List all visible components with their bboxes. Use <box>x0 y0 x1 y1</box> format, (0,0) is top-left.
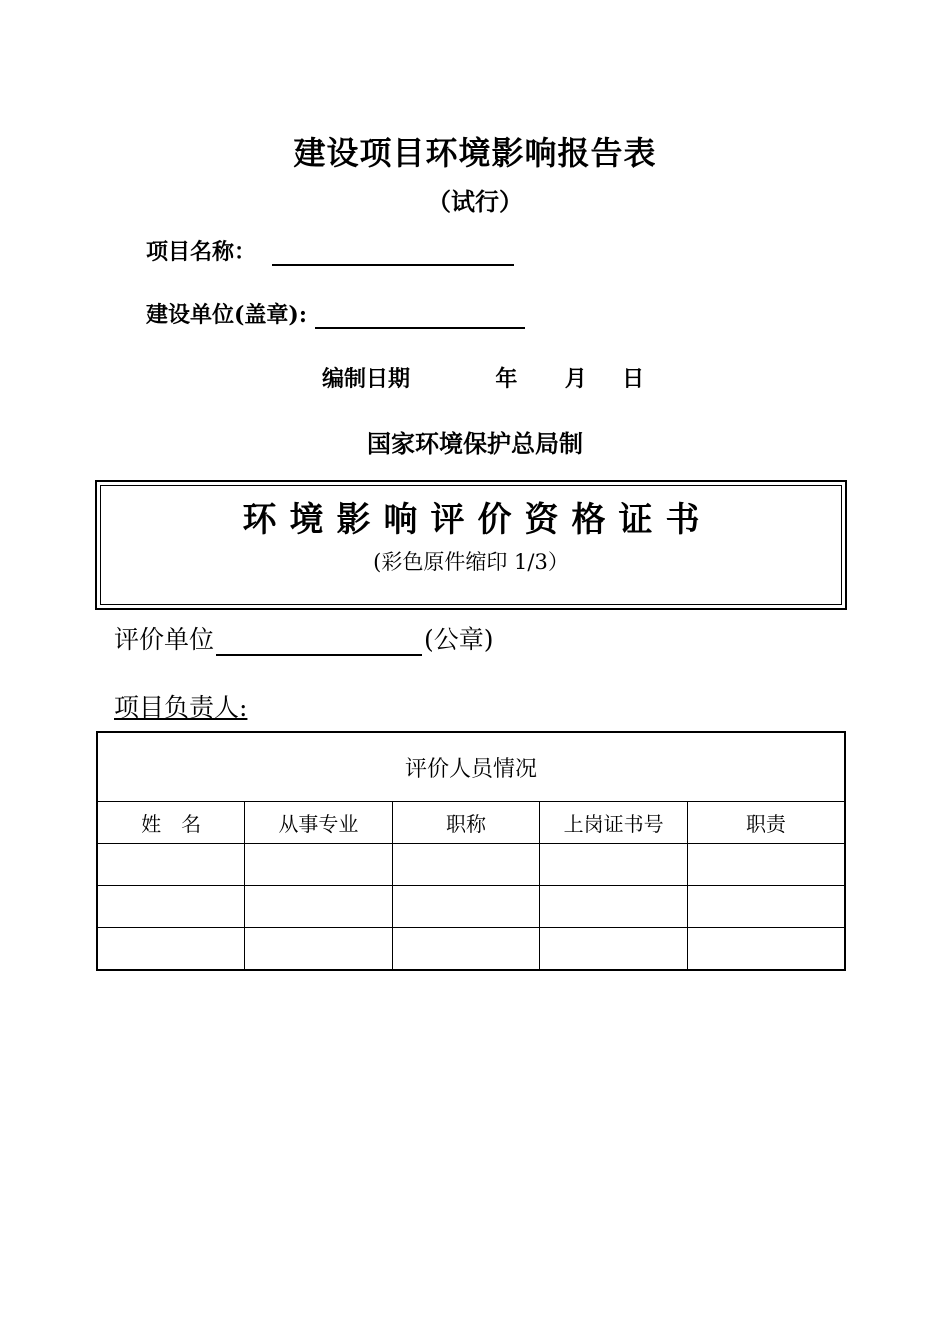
compile-date-row <box>322 362 644 393</box>
header-duty: 职责 <box>687 802 845 844</box>
project-name-row <box>146 235 514 266</box>
eval-unit-row <box>114 620 494 656</box>
staff-table <box>96 731 846 971</box>
eval-unit-blank[interactable] <box>216 626 422 656</box>
table-cell[interactable] <box>687 928 845 971</box>
date-year: 年 <box>495 366 518 392</box>
builder-label: 建设单位(盖章): <box>146 302 307 328</box>
date-day: 日 <box>622 366 645 392</box>
header-cert-number: 上岗证书号 <box>540 802 688 844</box>
table-cell[interactable] <box>540 886 688 928</box>
project-name-blank[interactable] <box>272 242 514 266</box>
table-cell[interactable] <box>687 844 845 886</box>
header-title: 职称 <box>392 802 540 844</box>
table-cell[interactable] <box>245 886 393 928</box>
header-specialty: 从事专业 <box>245 802 393 844</box>
project-leader-label: 项目负责人: <box>114 693 248 722</box>
table-cell[interactable] <box>540 928 688 971</box>
builder-blank[interactable] <box>315 305 525 329</box>
certificate-box <box>95 480 847 610</box>
date-month: 月 <box>564 366 587 392</box>
certificate-note: (彩色原件缩印 1/3） <box>373 550 569 574</box>
staff-table-header-row <box>97 802 845 844</box>
project-name-label: 项目名称： <box>146 239 257 265</box>
eval-unit-label: 评价单位 <box>114 625 215 654</box>
table-cell[interactable] <box>97 928 245 971</box>
table-row <box>97 928 845 971</box>
table-cell[interactable] <box>687 886 845 928</box>
table-row <box>97 886 845 928</box>
table-cell[interactable] <box>392 928 540 971</box>
eval-unit-suffix: (公章) <box>424 625 494 654</box>
table-cell[interactable] <box>392 886 540 928</box>
builder-row <box>146 298 525 329</box>
issuer: 国家环境保护总局制 <box>367 429 583 458</box>
table-row <box>97 844 845 886</box>
table-cell[interactable] <box>392 844 540 886</box>
document-title: 建设项目环境影响报告表 <box>293 134 657 172</box>
staff-table-caption: 评价人员情况 <box>97 732 845 802</box>
certificate-title: 环境影响评价资格证书 <box>242 500 713 540</box>
table-cell[interactable] <box>97 886 245 928</box>
staff-table-caption-row <box>97 732 845 802</box>
table-cell[interactable] <box>245 844 393 886</box>
table-cell[interactable] <box>540 844 688 886</box>
table-cell[interactable] <box>97 844 245 886</box>
document-subtitle: （试行） <box>427 187 523 216</box>
header-name: 姓 名 <box>97 802 245 844</box>
table-cell[interactable] <box>245 928 393 971</box>
date-label: 编制日期 <box>322 366 411 392</box>
